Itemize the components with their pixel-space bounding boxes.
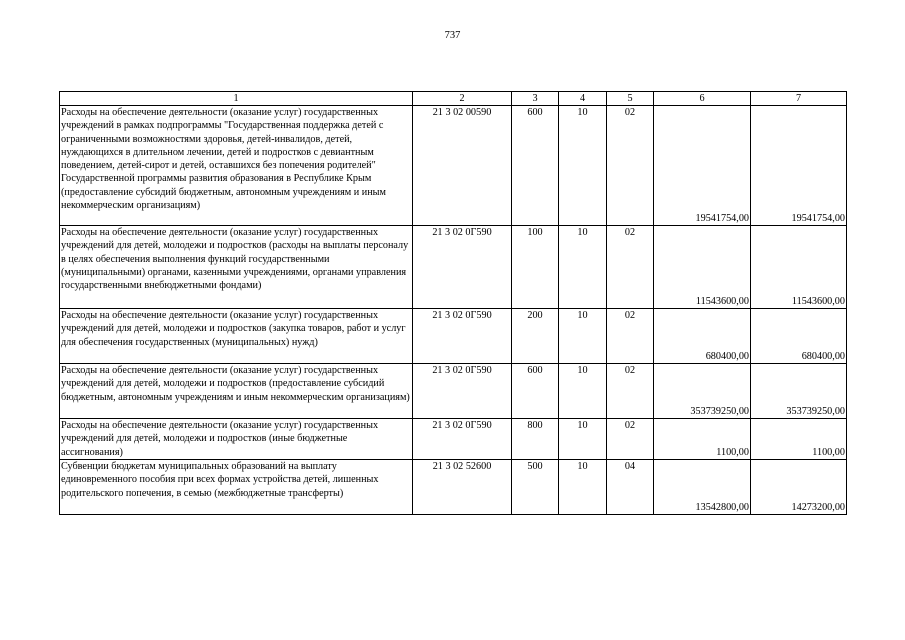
row-col3: 100 [512, 226, 559, 309]
row-col4: 10 [559, 460, 607, 515]
row-col5: 04 [607, 460, 654, 515]
table-row [60, 309, 847, 364]
row-col5: 02 [607, 309, 654, 364]
column-header: 2 [413, 92, 512, 106]
budget-table [59, 91, 847, 515]
row-code: 21 3 02 00590 [413, 106, 512, 226]
table-row [60, 364, 847, 419]
row-col5: 02 [607, 226, 654, 309]
row-code: 21 3 02 0Г590 [413, 419, 512, 460]
row-code: 21 3 02 0Г590 [413, 226, 512, 309]
row-col4: 10 [559, 106, 607, 226]
row-col7: 353739250,00 [751, 364, 847, 419]
row-code: 21 3 02 0Г590 [413, 364, 512, 419]
table-row [60, 419, 847, 460]
column-header: 7 [751, 92, 847, 106]
row-col4: 10 [559, 309, 607, 364]
column-header: 4 [559, 92, 607, 106]
row-col6: 13542800,00 [654, 460, 751, 515]
page-number: 737 [444, 30, 461, 41]
row-col7: 680400,00 [751, 309, 847, 364]
row-col7: 14273200,00 [751, 460, 847, 515]
row-col7: 1100,00 [751, 419, 847, 460]
row-col6: 680400,00 [654, 309, 751, 364]
row-col3: 800 [512, 419, 559, 460]
row-col7: 11543600,00 [751, 226, 847, 309]
row-col7: 19541754,00 [751, 106, 847, 226]
table-row [60, 460, 847, 515]
row-col4: 10 [559, 419, 607, 460]
column-header: 3 [512, 92, 559, 106]
row-description: Субвенции бюджетам муниципальных образований на выплату единовременного пособия при всех формах устройства детей, лишенных родительского попечения, в семью (межбюджетные трансферты) [60, 460, 413, 515]
row-col3: 600 [512, 364, 559, 419]
row-col6: 353739250,00 [654, 364, 751, 419]
row-col4: 10 [559, 226, 607, 309]
row-description: Расходы на обеспечение деятельности (оказание услуг) государственных учреждений в рамках подпрограммы "Государственная поддержка детей с ограниченными возможностями здоровья, детей-инвалидов, детей, нуждающихся в длительном лечении, детей и подростков с девиантным поведением, детей-сирот и детей, оставшихся без попечения родителей" Государственной программы развития образования в Республике Крым (предоставление субсидий бюджетным, автономным учреждениям и иным некоммерческим организациям) [60, 106, 413, 226]
table-header-row [60, 92, 847, 106]
row-col4: 10 [559, 364, 607, 419]
row-description: Расходы на обеспечение деятельности (оказание услуг) государственных учреждений для детей, молодежи и подростков (предоставление субсидий бюджетным, автономным учреждениям и иным некоммерческим организациям) [60, 364, 413, 419]
row-code: 21 3 02 52600 [413, 460, 512, 515]
row-col6: 1100,00 [654, 419, 751, 460]
row-code: 21 3 02 0Г590 [413, 309, 512, 364]
column-header: 1 [60, 92, 413, 106]
row-col3: 500 [512, 460, 559, 515]
row-col3: 600 [512, 106, 559, 226]
row-description: Расходы на обеспечение деятельности (оказание услуг) государственных учреждений для детей, молодежи и подростков (расходы на выплаты персоналу в целях обеспечения выполнения функций государственными (муниципальными) органами, казенными учреждениями, органами управления государственными внебюджетными фондами) [60, 226, 413, 309]
table-row [60, 226, 847, 309]
row-col5: 02 [607, 364, 654, 419]
row-description: Расходы на обеспечение деятельности (оказание услуг) государственных учреждений для детей, молодежи и подростков (закупка товаров, работ и услуг для обеспечения государственных (муниципальных) нужд) [60, 309, 413, 364]
column-header: 5 [607, 92, 654, 106]
row-col6: 11543600,00 [654, 226, 751, 309]
row-col5: 02 [607, 106, 654, 226]
table-row [60, 106, 847, 226]
column-header: 6 [654, 92, 751, 106]
row-description: Расходы на обеспечение деятельности (оказание услуг) государственных учреждений для детей, молодежи и подростков (иные бюджетные ассигнования) [60, 419, 413, 460]
row-col3: 200 [512, 309, 559, 364]
row-col5: 02 [607, 419, 654, 460]
row-col6: 19541754,00 [654, 106, 751, 226]
